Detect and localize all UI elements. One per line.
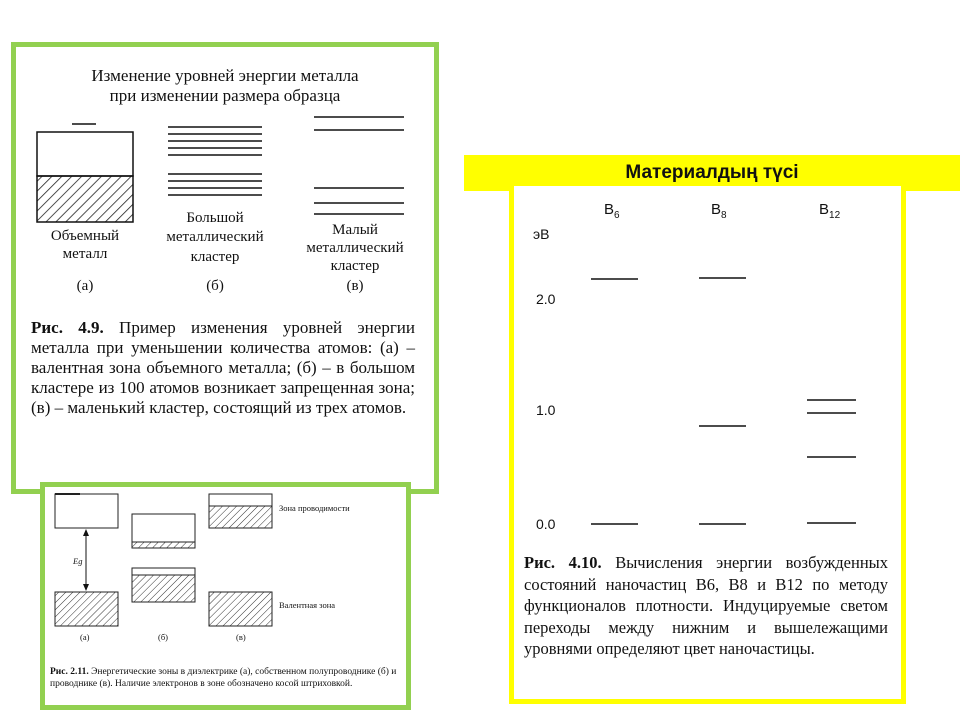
- fig410-col-b12: $B_{12}$: [819, 201, 841, 221]
- fig410-tick-1: 1.0: [536, 402, 556, 418]
- fig211-conduction-label: Зона проводимости: [279, 503, 350, 513]
- fig211-caption-text: Энергетические зоны в диэлектрике (а), собственном полупроводнике (б) и проводнике (в). Наличие электронов в зоне обозначено косой штриховкой.: [50, 667, 397, 689]
- fig410-unit: эВ: [533, 226, 550, 242]
- fig49-label-c-line3: кластер: [330, 258, 380, 274]
- fig49-letter-c: (в): [346, 278, 364, 294]
- fig49-label-c-line2: металлический: [306, 240, 404, 256]
- fig49-letter-b: (б): [206, 278, 224, 294]
- fig49-caption-label: Рис. 4.9.: [31, 318, 104, 337]
- fig211-eg-label: Eg: [73, 556, 83, 566]
- fig410-caption: [524, 552, 888, 660]
- fig49-title-line2: при изменении размера образца: [109, 86, 341, 105]
- fig49-label-b-line2: металлический: [166, 229, 264, 245]
- fig211-caption-label: Рис. 2.11.: [50, 667, 89, 677]
- fig410-col-b6: $B_6$: [604, 201, 620, 221]
- fig49-label-a-line1: Объемный: [50, 228, 120, 244]
- fig410-tick-0: 0.0: [536, 516, 556, 532]
- fig211-letter-b: (б): [158, 632, 168, 642]
- slide-title: Материалдың түсі: [464, 155, 960, 191]
- fig410-caption-label: Рис. 4.10.: [524, 553, 602, 572]
- fig211-letter-a: (а): [80, 632, 90, 642]
- fig49-label-b-line3: кластер: [190, 249, 240, 265]
- fig410-tick-2: 2.0: [536, 291, 556, 307]
- fig49-title-line1: Изменение уровней энергии металла: [91, 66, 359, 85]
- fig49-label-b-line1: Большой: [186, 210, 244, 226]
- fig49-caption-text: Пример изменения уровней энергии металла при уменьшении количества атомов: (а) – валентная зона объемного металла; (б) – в большом кластере из 100 атомов возникает запрещенная зона; (в) – маленький кластер, состоящий из трех атомов.: [31, 318, 415, 417]
- fig410-caption-text: Вычисления энергии возбужденных состояний наночастиц B6, B8 и B12 по методу функционалов плотности. Индуцируемые светом переходы между нижним и вышележащими уровнями определяют цвет наночастицы.: [524, 553, 888, 658]
- fig410-col-b8: $B_8$: [711, 201, 727, 221]
- fig49-letter-a: (а): [76, 278, 94, 294]
- fig49-label-a-line2: металл: [62, 246, 108, 262]
- fig211-valence-label: Валентная зона: [279, 600, 336, 610]
- fig211-letter-c: (в): [236, 632, 246, 642]
- fig49-label-c-line1: Малый: [332, 222, 378, 238]
